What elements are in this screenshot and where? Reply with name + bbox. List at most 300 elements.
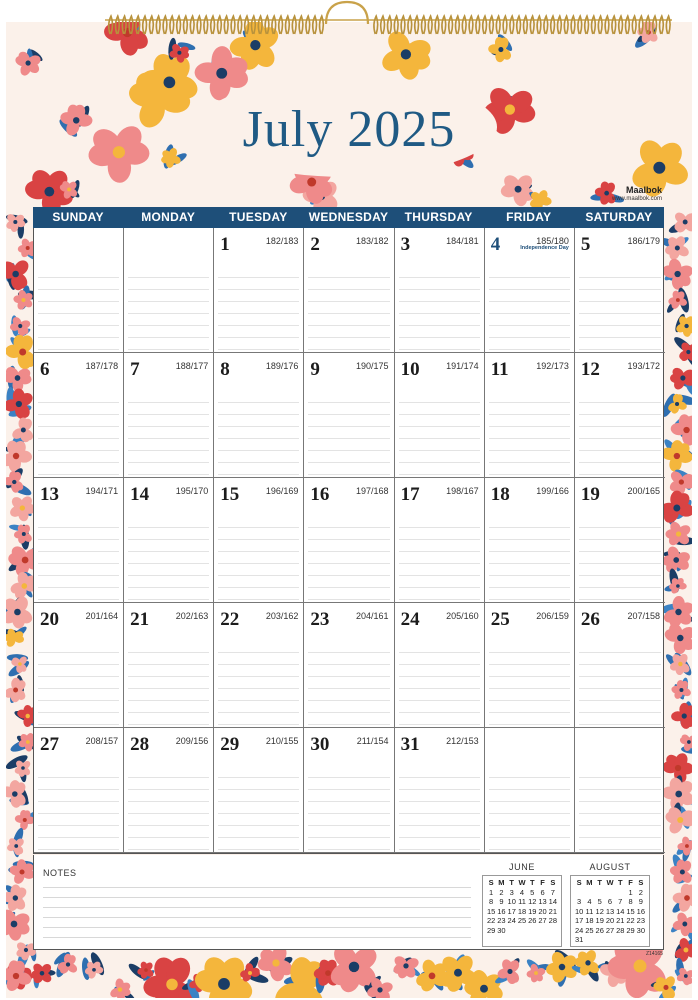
- mini-weekday: T: [597, 878, 602, 887]
- day-of-year-count: 191/174: [446, 361, 479, 371]
- mini-date: 3: [509, 887, 514, 897]
- mini-date: 1: [628, 887, 633, 897]
- mini-calendar-week: [486, 907, 558, 917]
- mini-weekday: M: [498, 878, 505, 887]
- spiral-ring: [177, 16, 181, 34]
- mini-date: 29: [486, 925, 496, 935]
- day-cell[interactable]: [485, 478, 575, 603]
- day-cell[interactable]: [304, 478, 394, 603]
- weekday-label-friday: FRIDAY: [506, 210, 552, 224]
- mini-date: [584, 888, 594, 898]
- mini-date: 15: [486, 906, 496, 916]
- mini-calendar-weekdays: [574, 878, 646, 888]
- day-cell[interactable]: [34, 478, 124, 603]
- day-of-year-count: 212/153: [446, 736, 479, 746]
- day-cell[interactable]: [124, 478, 214, 603]
- day-cell[interactable]: [124, 353, 214, 478]
- spiral-ring: [163, 16, 167, 34]
- day-cell[interactable]: [575, 228, 665, 353]
- writing-lines: [38, 391, 119, 475]
- day-of-year-count: 211/154: [356, 736, 389, 746]
- day-cell[interactable]: [485, 228, 575, 353]
- day-number: 16: [310, 484, 330, 505]
- day-cell[interactable]: [214, 728, 304, 853]
- day-number: 2: [310, 234, 320, 255]
- flower-icon: [669, 859, 692, 885]
- flower-icon: [661, 257, 692, 290]
- spiral-ring: [585, 16, 589, 34]
- day-cell[interactable]: [214, 603, 304, 728]
- mini-date: [584, 935, 594, 945]
- day-of-year-count: 200/165: [627, 486, 660, 496]
- day-number: 3: [400, 234, 411, 255]
- day-number: 23: [310, 609, 330, 630]
- writing-lines: [489, 516, 570, 600]
- mini-date: 25: [585, 925, 594, 935]
- mini-date: [595, 888, 605, 898]
- spiral-ring: [258, 16, 262, 34]
- mini-date: [537, 926, 547, 936]
- day-cell[interactable]: [214, 228, 304, 353]
- flower-icon: [6, 439, 32, 473]
- weekday-label-tuesday: TUESDAY: [229, 210, 288, 224]
- day-cell[interactable]: [124, 603, 214, 728]
- spiral-ring: [129, 16, 133, 34]
- day-cell[interactable]: [304, 353, 394, 478]
- spiral-ring: [272, 16, 276, 34]
- day-number: 26: [580, 609, 600, 630]
- day-cell[interactable]: [575, 603, 665, 728]
- day-of-year-count: 185/180: [536, 236, 569, 246]
- day-number: 22: [220, 609, 240, 630]
- brand-logo: Maalbok: [626, 185, 663, 195]
- day-of-year-count: 190/175: [356, 361, 389, 371]
- writing-lines: [38, 641, 119, 725]
- day-of-year-count: 192/173: [536, 361, 569, 371]
- day-number: 31: [400, 734, 420, 755]
- mini-date: [615, 935, 625, 945]
- spiral-ring: [653, 16, 657, 34]
- empty-day-cell: [124, 228, 214, 353]
- day-number: 5: [580, 234, 591, 255]
- day-number: 28: [130, 734, 150, 755]
- mini-date: 12: [595, 906, 604, 916]
- day-cell[interactable]: [575, 353, 665, 478]
- flower-icon: [664, 805, 692, 836]
- mini-date: 28: [616, 925, 625, 935]
- day-number: 7: [130, 359, 140, 380]
- day-number: 29: [220, 734, 240, 755]
- weekday-label-saturday: SATURDAY: [585, 210, 653, 224]
- day-of-year-count: 210/155: [265, 736, 299, 746]
- mini-calendar-week: [574, 935, 646, 945]
- day-of-year-count: 187/178: [85, 361, 119, 371]
- flower-icon: [6, 594, 35, 629]
- mini-date: 6: [540, 887, 545, 897]
- mini-weekday: T: [529, 878, 535, 887]
- day-of-year-count: 186/179: [627, 236, 660, 246]
- spiral-ring: [150, 16, 154, 34]
- mini-calendar-week: [486, 916, 558, 926]
- mini-date: 18: [585, 916, 594, 925]
- notes-label: NOTES: [43, 868, 77, 878]
- mini-date: 28: [548, 916, 557, 925]
- mini-calendar-weekdays: [486, 878, 558, 888]
- mini-date: [605, 888, 615, 898]
- day-of-year-count: 201/164: [85, 611, 119, 621]
- mini-date: 7: [618, 897, 623, 906]
- mini-calendar-grid: [570, 875, 650, 947]
- day-number: 8: [220, 359, 230, 380]
- mini-calendar-title: JUNE: [509, 862, 535, 872]
- writing-lines: [308, 391, 389, 475]
- mini-date: 14: [548, 897, 557, 906]
- day-number: 30: [310, 734, 330, 755]
- mini-calendar-week: [574, 888, 646, 898]
- writing-lines: [38, 266, 119, 350]
- empty-day-cell: [575, 728, 665, 853]
- spiral-ring: [306, 16, 310, 34]
- writing-lines: [128, 641, 209, 725]
- mini-date: 23: [497, 916, 506, 925]
- spiral-ring: [394, 16, 398, 34]
- day-number: 19: [580, 484, 600, 505]
- day-of-year-count: 194/171: [85, 486, 119, 496]
- empty-day-cell: [485, 728, 575, 853]
- empty-day-cell: [34, 228, 124, 353]
- weekday-label-sunday: SUNDAY: [52, 210, 104, 224]
- mini-weekday: T: [617, 878, 623, 887]
- day-of-year-count: 184/181: [446, 236, 479, 246]
- writing-lines: [38, 516, 119, 600]
- day-cell[interactable]: [304, 603, 394, 728]
- spiral-ring: [598, 16, 602, 34]
- day-cell[interactable]: [395, 478, 485, 603]
- mini-date: 29: [626, 925, 635, 935]
- spiral-ring: [537, 16, 541, 34]
- day-of-year-count: 198/167: [446, 486, 479, 496]
- spiral-ring: [265, 16, 269, 34]
- day-number: 9: [310, 359, 320, 380]
- spiral-binding: [0, 0, 698, 40]
- day-number: 10: [400, 359, 420, 380]
- day-cell[interactable]: [395, 728, 485, 853]
- day-of-year-count: 195/170: [175, 486, 209, 496]
- spiral-ring: [320, 16, 324, 34]
- mini-date: 21: [616, 916, 625, 925]
- day-cell[interactable]: [485, 353, 575, 478]
- mini-calendar-week: [486, 897, 558, 907]
- spiral-ring: [170, 16, 174, 34]
- mini-date: 19: [528, 906, 537, 916]
- flower-icon: [663, 621, 692, 654]
- notes-line: [43, 907, 471, 908]
- spiral-ring: [238, 16, 242, 34]
- mini-date: 11: [518, 897, 526, 906]
- mini-date: 6: [607, 897, 613, 906]
- day-cell[interactable]: [485, 603, 575, 728]
- writing-lines: [579, 516, 661, 600]
- mini-date: 8: [628, 897, 633, 906]
- mini-calendar-week: [574, 926, 646, 936]
- flower-icon: [671, 703, 692, 730]
- weekday-label-thursday: THURSDAY: [404, 210, 473, 224]
- mini-date: 1: [489, 887, 494, 897]
- mini-date: 4: [587, 897, 592, 906]
- mini-date: [548, 926, 558, 936]
- day-number: 17: [400, 484, 420, 505]
- spiral-ring: [666, 16, 670, 34]
- day-number: 27: [40, 734, 59, 755]
- mini-date: 3: [577, 897, 582, 906]
- mini-date: 30: [497, 925, 506, 935]
- day-cell[interactable]: [124, 728, 214, 853]
- mini-date: 19: [595, 916, 604, 925]
- day-of-year-count: 199/166: [536, 486, 569, 496]
- mini-date: 18: [517, 906, 527, 916]
- flower-icon: [108, 978, 131, 998]
- flower-icon: [662, 545, 692, 575]
- spiral-ring: [252, 16, 256, 34]
- mini-date: 7: [550, 887, 555, 897]
- spiral-ring: [524, 16, 528, 34]
- mini-date: 26: [595, 925, 604, 935]
- mini-date: 9: [499, 897, 504, 906]
- mini-date: 20: [538, 906, 547, 916]
- day-number: 11: [490, 359, 509, 380]
- spiral-ring: [143, 16, 147, 34]
- day-of-year-count: 205/160: [446, 611, 479, 621]
- mini-weekday: S: [550, 878, 556, 887]
- mini-date: 22: [626, 916, 635, 925]
- brand-url: www.maalbok.com: [612, 196, 663, 202]
- mini-weekday: S: [576, 878, 582, 887]
- writing-lines: [489, 391, 570, 475]
- spiral-ring: [313, 16, 317, 34]
- writing-lines: [218, 766, 299, 850]
- mini-date: 25: [517, 916, 527, 925]
- mini-weekday: M: [586, 878, 593, 887]
- month-grid: [33, 228, 664, 854]
- writing-lines: [399, 641, 480, 725]
- day-cell[interactable]: [304, 228, 394, 353]
- mini-date: 16: [497, 906, 506, 916]
- mini-date: [605, 935, 615, 945]
- mini-weekday: F: [628, 878, 633, 887]
- writing-lines: [308, 266, 389, 350]
- spiral-ring: [109, 16, 113, 34]
- writing-lines: [128, 266, 209, 350]
- writing-lines: [399, 391, 480, 475]
- spiral-ring: [510, 16, 514, 34]
- mini-calendar-june: [482, 862, 562, 947]
- mini-calendar-title: AUGUST: [589, 862, 631, 872]
- day-cell[interactable]: [34, 728, 124, 853]
- mini-date: 17: [574, 916, 584, 925]
- mini-weekday: W: [606, 878, 614, 887]
- mini-date: 10: [507, 897, 516, 906]
- mini-date: 12: [528, 897, 537, 906]
- mini-date: [517, 926, 527, 936]
- notes-line: [43, 887, 471, 888]
- writing-lines: [128, 391, 209, 475]
- mini-date: 15: [626, 906, 635, 916]
- mini-date: 13: [538, 897, 547, 906]
- mini-weekday: T: [509, 878, 514, 887]
- spiral-ring: [564, 16, 568, 34]
- spiral-ring: [612, 16, 616, 34]
- weekday-header: [33, 207, 664, 228]
- mini-date: 2: [638, 887, 643, 897]
- spiral-ring: [530, 16, 534, 34]
- spiral-ring: [388, 16, 392, 34]
- spiral-ring: [435, 16, 439, 34]
- spiral-ring: [660, 16, 664, 34]
- mini-weekday: S: [488, 878, 494, 887]
- notes-line: [43, 897, 471, 898]
- mini-date: 24: [574, 925, 584, 935]
- writing-lines: [218, 266, 299, 350]
- mini-calendar-grid: [482, 875, 562, 947]
- mini-date: 24: [507, 916, 516, 925]
- day-number: 13: [40, 484, 59, 505]
- spiral-ring: [462, 16, 466, 34]
- spiral-ring: [619, 16, 623, 34]
- writing-lines: [579, 391, 661, 475]
- writing-lines: [128, 766, 209, 850]
- day-cell[interactable]: [575, 478, 665, 603]
- mini-date: [615, 888, 625, 898]
- spiral-ring: [469, 16, 473, 34]
- mini-date: [595, 935, 605, 945]
- writing-lines: [308, 766, 389, 850]
- mini-calendar-week: [574, 916, 646, 926]
- spiral-ring: [401, 16, 405, 34]
- spiral-ring: [299, 16, 303, 34]
- spiral-ring: [286, 16, 290, 34]
- mini-date: 5: [597, 897, 602, 906]
- mini-date: 9: [638, 897, 643, 906]
- writing-lines: [579, 766, 661, 850]
- mini-weekday: W: [518, 878, 526, 887]
- day-of-year-count: 206/159: [536, 611, 569, 621]
- spiral-ring: [292, 16, 296, 34]
- flower-icon: [6, 677, 28, 702]
- day-of-year-count: 189/176: [265, 361, 299, 371]
- mini-date: 21: [548, 906, 557, 916]
- flower-icon: [679, 733, 692, 752]
- day-cell[interactable]: [304, 728, 394, 853]
- day-of-year-count: 209/156: [175, 736, 209, 746]
- notes-line: [43, 927, 471, 928]
- day-cell[interactable]: [34, 353, 124, 478]
- mini-date: 14: [616, 906, 625, 916]
- spiral-ring: [490, 16, 494, 34]
- writing-lines: [308, 516, 389, 600]
- spiral-ring: [605, 16, 609, 34]
- day-of-year-count: 196/169: [265, 486, 299, 496]
- weekday-label-wednesday: WEDNESDAY: [308, 210, 389, 224]
- mini-date: 10: [574, 906, 584, 916]
- spiral-ring: [279, 16, 283, 34]
- notes-line: [43, 917, 471, 918]
- day-cell[interactable]: [395, 228, 485, 353]
- mini-date: 11: [585, 906, 594, 916]
- day-cell[interactable]: [395, 353, 485, 478]
- writing-lines: [399, 266, 480, 350]
- spiral-ring: [204, 16, 208, 34]
- mini-date: [625, 935, 635, 945]
- mini-date: 16: [636, 906, 645, 916]
- mini-date: 22: [486, 916, 496, 925]
- mini-date: 5: [530, 887, 535, 897]
- mini-date: [527, 926, 537, 936]
- day-of-year-count: 197/168: [356, 486, 389, 496]
- writing-lines: [399, 516, 480, 600]
- spiral-ring: [122, 16, 126, 34]
- mini-date: [574, 888, 584, 898]
- spiral-ring: [476, 16, 480, 34]
- day-number: 15: [220, 484, 240, 505]
- spiral-ring: [408, 16, 412, 34]
- spiral-ring: [211, 16, 215, 34]
- day-cell[interactable]: [34, 603, 124, 728]
- mini-calendar-week: [574, 907, 646, 917]
- spiral-ring: [218, 16, 222, 34]
- holiday-note: Independence Day: [520, 245, 569, 251]
- spiral-ring: [156, 16, 160, 34]
- day-number: 14: [130, 484, 150, 505]
- spiral-ring: [449, 16, 453, 34]
- writing-lines: [489, 266, 570, 350]
- spiral-ring: [381, 16, 385, 34]
- spiral-ring: [544, 16, 548, 34]
- spiral-ring: [245, 16, 249, 34]
- day-number: 18: [490, 484, 510, 505]
- day-cell[interactable]: [214, 478, 304, 603]
- spiral-ring: [592, 16, 596, 34]
- spiral-ring: [558, 16, 562, 34]
- day-number: 4: [490, 234, 501, 255]
- day-cell[interactable]: [395, 603, 485, 728]
- day-cell[interactable]: [214, 353, 304, 478]
- spiral-ring: [456, 16, 460, 34]
- writing-lines: [489, 766, 570, 850]
- spiral-ring: [639, 16, 643, 34]
- product-code: Z14165: [646, 951, 663, 957]
- spiral-ring: [224, 16, 228, 34]
- day-number: 6: [40, 359, 50, 380]
- mini-date: 23: [636, 916, 645, 925]
- mini-calendar-week: [486, 926, 558, 936]
- flower-icon: [672, 911, 692, 936]
- spiral-ring: [551, 16, 555, 34]
- flower-icon: [8, 494, 36, 522]
- spiral-ring: [442, 16, 446, 34]
- spiral-ring: [578, 16, 582, 34]
- day-of-year-count: 202/163: [175, 611, 209, 621]
- writing-lines: [218, 391, 299, 475]
- spiral-ring: [374, 16, 378, 34]
- mini-date: 17: [507, 906, 516, 916]
- mini-date: 30: [636, 925, 645, 935]
- spiral-ring: [422, 16, 426, 34]
- day-of-year-count: 182/183: [265, 236, 299, 246]
- writing-lines: [399, 766, 480, 850]
- mini-date: 27: [605, 925, 615, 935]
- flower-icon: [6, 907, 32, 942]
- day-number: 21: [130, 609, 150, 630]
